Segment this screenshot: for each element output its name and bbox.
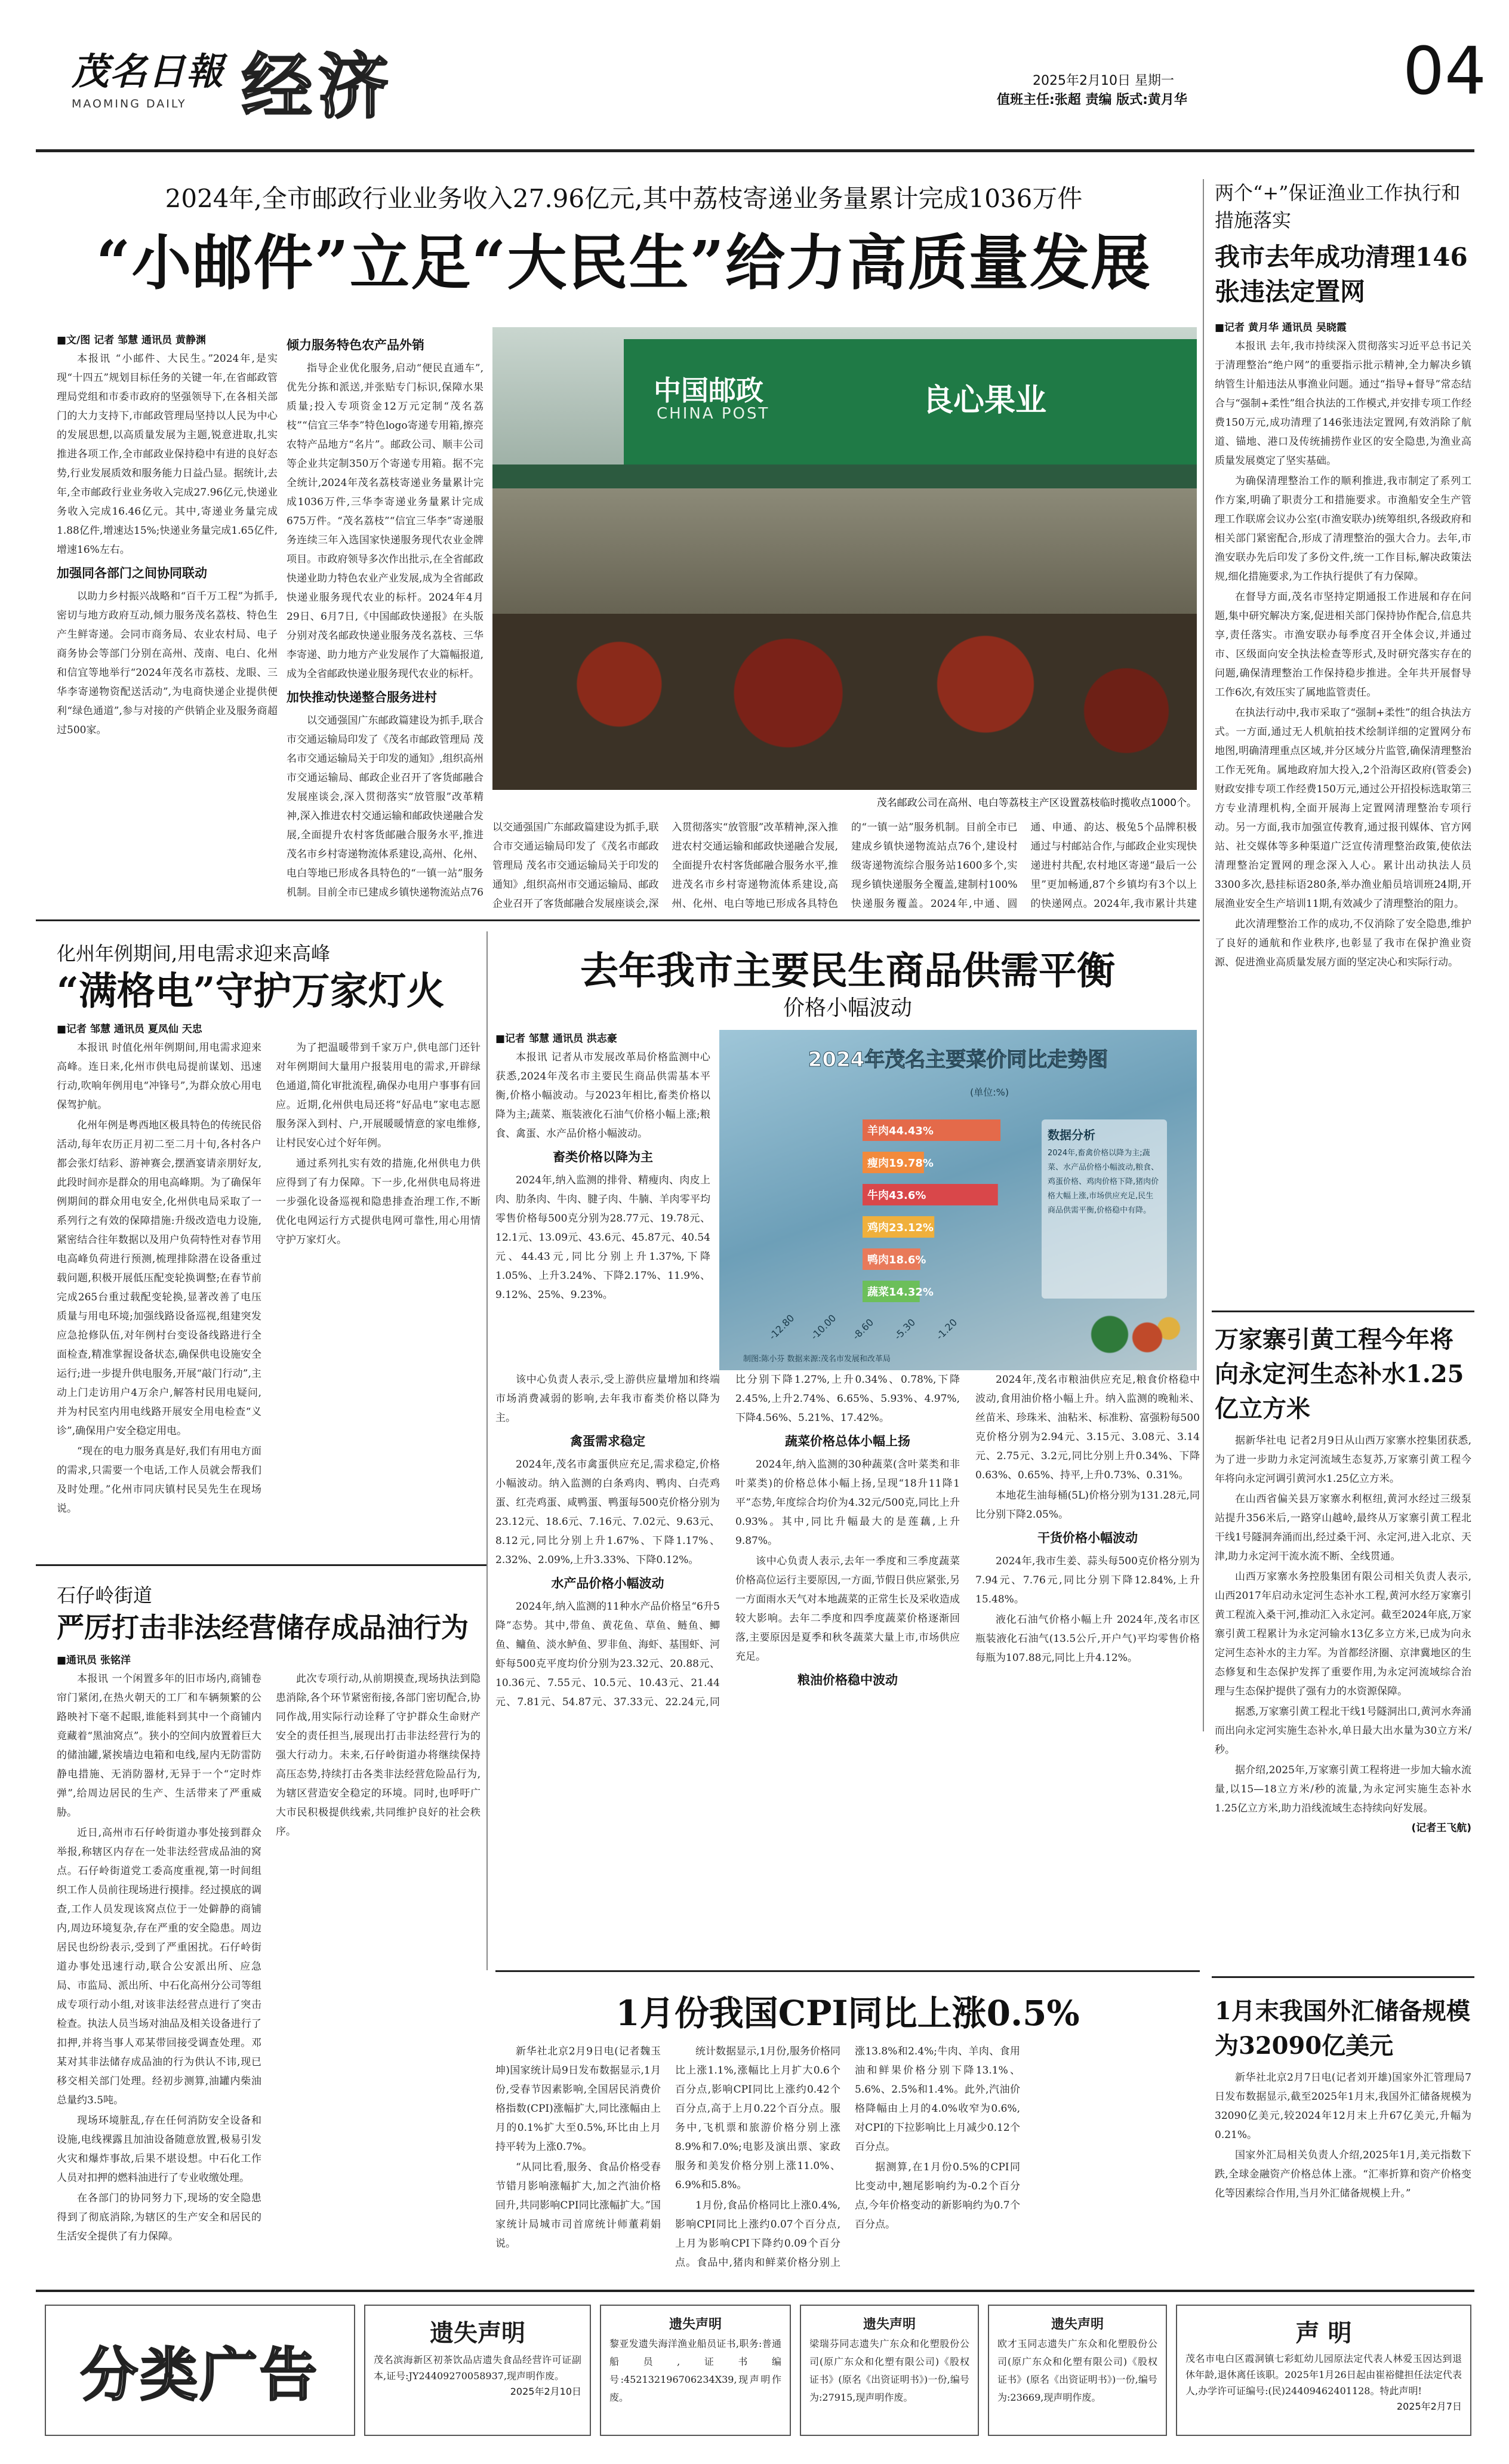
post-sign-cn: 中国邮政 (654, 374, 763, 407)
power-headline: “满格电”守护万家灯火 (57, 969, 445, 1014)
lead-photo (492, 327, 1197, 790)
lead-paragraph: 以交通强国广东邮政篇建设为抓手,联合市交通运输局印发了《茂名市邮政管理局 茂名市交通运输局关于印发的通知》,组织高州市交通运输局、邮政企业召开了客货邮融合发展座谈会,深入贯彻落实“放管服”改革精神,深入推进农村交通运输和邮政快递融合发展,全面提升农村客货邮融合服务水平,推进茂名市乡村寄递物流体系建设,高州、化州、电白等地已形成各具特色的“一镇一站”服务机制。目前全市已建成乡镇快递物流站点76 (287, 715, 484, 899)
chart-bar-label: 鸭肉18.6% (867, 1254, 926, 1266)
fishnet-paragraph: 在执法行动中,我市采取了“强制+柔性”的组合执法方式。一方面,通过无人机航拍技术绘制详细的定置网分布地图,明确清理重点区域,并分区域分片监管,确保清理整治工作无死角。属地政府加大投入,2个沿海区政府(管委会)财政安排专项工作经费150万元,通过公开招投标选取第三方专业清理机构,全面开展海上定置网清理整治专项行动。另一方面,我市加强宣传教育,通过报刊媒体、官方网站、社交媒体等多种渠道广泛宣传清理整治政策,使依法清理整治定置网的理念深入人心。累计出动执法人员3300多次,悬挂标语280条,举办渔业船员培训班24期,开展渔业安全生产培训11期,有效减少了清理整治的阻力。 (1215, 707, 1471, 910)
chart-unit: (单位:%) (970, 1087, 1009, 1098)
chart-bar-label: 瘦肉19.78% (867, 1157, 934, 1170)
lychee-baskets (492, 614, 1197, 790)
price-chart (719, 1030, 1197, 1370)
oil-paragraph: 此次专项行动,从前期摸查,现场执法到隐患消除,各个环节紧密衔接,各部门密切配合,协同作战,用实际行动诠释了守护群众生命财产安全的责任担当,展现出打击非法经营行为的强大行动力。未来,石仔岭街道办将继续保持高压态势,持续打击各类非法经营危险品行为,为辖区营造安全稳定的环境。同时,也呼吁广大市民积极提供线索,共同维护良好的社会秩序。 (276, 1673, 481, 1838)
oil-paragraph: 本报讯 一个闲置多年的旧市场内,商铺卷帘门紧闭,在热火朝天的工厂和车辆频繁的公路映衬下毫不起眼,谁能料到其中一个商铺内竟藏着“黑油窝点”。狭小的空间内放置着巨大的储油罐,紧挨墙边电箱和电线,屋内无防雷防静电措施、无消防器材,无异于一个“定时炸弹”,给周边居民的生产、生活带来了严重威胁。 (57, 1673, 261, 1819)
oil-headline: 严厉打击非法经营储存成品油行为 (57, 1611, 469, 1644)
prices-paragraph: 2024年,纳入监测的11种水产品价格呈“6升5降”态势。其中,带鱼、黄花鱼、草鱼、鲢鱼、鲫鱼、鳙鱼、淡水鲈鱼、罗非鱼、海虾、基围虾、河虾每500克平度均价分别为23.32元、20.88元、10.36元、7.55元、10.5元、10.43元、21.44元、7.81元、54.87元、37.33元、22.24元,同比分别下降1.27%,上升0.34%、0.78%,下降2.45%,上升2.74%、6.65%、5.93%、4.97%,下降4.56%、5.21%、17.42%。 (495, 1374, 960, 1708)
forex-headline: 1月末我国外汇储备规模为32090亿美元 (1215, 1997, 1470, 2060)
notice-title: 遗失声明 (669, 2317, 722, 2332)
analysis-title: 数据分析 (1048, 1128, 1095, 1142)
power-paragraph: 为了把温暖带到千家万户,供电部门还针对年例期间大量用户报装用电的需求,开辟绿色通道,简化审批流程,确保办电用户事事有回应。近期,化州供电局还将“好品电”家电志愿服务深入到村、户,开展暖暖情意的家电维修,让村民安心过个好年例。 (276, 1042, 481, 1149)
cpi-paragraph: 1月份,食品价格同比上涨0.4%,影响CPI同比上涨约0.07个百分点,上月为影响CPI下降约0.09个百分点。食品中,猪肉和鲜菜价格分别上涨13.8%和2.4%;牛肉、羊肉、食用油和鲜果价格分别下降13.1%、5.6%、2.5%和1.4%。此外,汽油价格降幅由上月的4.0%收窄为0.6%,对CPI的下拉影响比上月减少0.12个百分点。 (675, 2045, 1020, 2269)
oil-kicker: 石仔岭街道 (57, 1584, 153, 1607)
dam-paragraph: 山西万家寨水务控股集团有限公司相关负责人表示,山西2017年启动永定河生态补水工程,黄河水经万家寨引黄工程流入桑干河,推动汇入永定河。截至2024年底,万家寨引黄工程累计为永定河输水13亿多立方米,已成为向永定河生态补水的主力军。为首都经济圈、京津冀地区的生态修复和生态保护发挥了重要作用,为永定河流域综合治理与生态保护提供了强有力的水资源保障。 (1215, 1571, 1471, 1697)
power-divider (486, 931, 488, 1970)
logo (72, 42, 227, 110)
prices-paragraph: 本地花生油每桶(5L)价格分别为131.28元,同比分别下降2.05%。 (975, 1490, 1200, 1521)
dam-article (1215, 1322, 1471, 1973)
lead-paragraph: 以交通强国广东邮政篇建设为抓手,联合市交通运输局印发了《茂名市邮政管理局 茂名市交通运输局关于印发的通知》,组织高州市交通运输局、邮政企业召开了客货邮融合发展座谈会,深入贯彻落实“放管服”改革精神,深入推进农村交通运输和邮政快递融合发展,全面提升农村客货邮融合服务水平,推进茂名市乡村寄递物流体系建设,高州、化州、电白等地已形成各具特色的“一镇一站”服务机制。目前全市已建成乡镇快递物流站点76个,建设村级寄递物流综合服务站1600多个,实现乡镇快递服务全覆盖,建制村100%快递服务覆盖。2024年,中通、圆通、申通、韵达、极兔5个品牌积极通过与村邮站合作,与邮政企业实现快递进村共配,农村地区寄递“最后一公里”更加畅通,87个乡镇均有3个以上的快递网点。2024年,我市累计共建 (492, 822, 1197, 910)
prices-paragraph: 本报讯 记者从市发展改革局价格监测中心获悉,2024年茂名市主要民生商品供需基本平衡,价格小幅波动。与2023年相比,畜类价格以降为主;蔬菜、瓶装液化石油气价格小幅上涨;粮食、禽蛋、水产品价格小幅波动。 (495, 1051, 710, 1140)
power-paragraph: 通过系列扎实有效的措施,化州供电力供应得到了有力保障。下一步,化州供电局将进一步强化设备巡视和隐患排查治理工作,不断优化电网运行方式提供电网可靠性,用心用情守护万家灯火。 (276, 1158, 481, 1246)
forex-article (1215, 1994, 1471, 2299)
lead-bottom-rule (36, 919, 1200, 921)
page-number: 04 (1403, 33, 1486, 109)
oil-paragraph: 现场环境脏乱,存在任何消防安全设备和设施,电线裸露且加油设备随意放置,极易引发火灾和爆炸事故,后果不堪设想。中石化工作人员对扣押的燃料油进行了专业收缴处理。 (57, 2115, 261, 2184)
fishnet-paragraph: 此次清理整治工作的成功,不仅消除了安全隐患,维护了良好的通航和作业秩序,也彰显了我市在保护渔业资源、促进渔业高质量发展方面的坚定决心和实际行动。 (1215, 918, 1471, 968)
post-sign-en: CHINA POST (657, 405, 770, 423)
prices-paragraph: 该中心负责人表示,去年一季度和三季度蔬菜价格高位运行主要原因,一方面,节假日供应紧张,另一方面雨水天气对本地蔬菜的正常生长及采收造成较大影响。去年二季度和四季度蔬菜价格逐渐回落,主要原因是夏季和秋冬蔬菜大量上市,市场供应充足。 (735, 1555, 960, 1663)
chart-negative-label: -8.60 (850, 1316, 876, 1342)
notice-title: 声 明 (1295, 2320, 1352, 2347)
classified-label-box (45, 2305, 355, 2436)
prices-sub-egg: 禽蛋需求稳定 (570, 1434, 645, 1448)
right-mid-rule (1212, 1311, 1474, 1312)
notice-text: 梁瑞芬同志遗失广东众和化塑股份公司(原广东众和化塑有限公司)《股权证书》(原名《出资证明书》)一份,编号为:27915,现声明作废。 (809, 2338, 969, 2403)
prices-sub-fish: 水产品价格小幅波动 (551, 1576, 664, 1591)
chart-title: 2024年茂名主要菜价同比走势图 (808, 1048, 1108, 1072)
logo-english: MAOMING DAILY (72, 97, 187, 110)
notice-4 (988, 2305, 1167, 2436)
section-title: 经济 (242, 45, 395, 128)
cpi-paragraph: 据测算,在1月份0.5%的CPI同比变动中,翘尾影响约为-0.2个百分点,今年价格变动的新影响约为0.7个百分点。 (855, 2161, 1020, 2231)
prices-paragraph: 该中心负责人表示,受上游供应量增加和终端市场消费减弱的影响,去年我市畜类价格以降为主。 (495, 1374, 720, 1424)
dam-paragraph: 据新华社电 记者2月9日从山西万家寨水控集团获悉,为了进一步助力永定河流域生态复苏,万家寨引黄工程今年将向永定河调引黄河水1.25亿立方米。 (1215, 1435, 1471, 1485)
notice-date: 2025年2月10日 (510, 2386, 581, 2397)
cpi-top-rule (495, 1970, 1200, 1972)
analysis-box (1042, 1119, 1167, 1299)
power-paragraph: 化州年例是粤西地区极具特色的传统民俗活动,每年农历正月初二至二月十旬,各村各户都会张灯结彩、游神赛会,摆酒宴请亲朋好友,此段时间亦是群众的用电高峰期。为了确保年例期间的群众用电安全,化州供电局采取了一系列行之有效的保障措施:升级改造电力设施,紧密结合往年数据以及用户负荷特性对春节用电高峰负荷进行预测,梳理排除潜在设备重过载问题,积极开展低压配变轮换调整;在春节前完成265台重过载配变轮换,显著改善了电压质量与用电环境;加强线路设备巡视,组建突发应急抢修队伍,对年例村台变设备线路进行全面检查,精准掌握设备状态,确保供电设施安全运行;进一步提升供电服务,开展“敲门行动”,主动上门走访用户4万余户,解答村民用电疑问,并为村民室内用电线路开展安全用电检查“义诊”,确保用户安全稳定用电。 (57, 1119, 261, 1437)
prices-sub-grain: 粮油价格稳中波动 (797, 1673, 898, 1687)
lead-col-2 (287, 331, 484, 910)
power-paragraph: 本报讯 时值化州年例期间,用电需求迎来高峰。连日来,化州市供电局提前谋划、迅速行动,吹响年例用电“冲锋号”,为群众放心用电保驾护航。 (57, 1042, 261, 1111)
chart-bar-label: 羊肉44.43% (867, 1125, 934, 1137)
prices-paragraph: 2024年,茂名市粮油供应充足,粮食价格稳中波动,食用油价格小幅上升。纳入监测的晚籼米、丝苗米、珍珠米、油粘米、标准粉、富强粉每500克价格分别为2.94元、3.15元、3.08元、3.14元、2.75元、3.2元,同比分别上升0.34%、下降0.63%、0.65%、持平,上升0.73%、0.31%。 (975, 1374, 1200, 1481)
power-paragraph: “现在的电力服务真是好,我们有用电方面的需求,只需要一个电话,工作人员就会帮我们及时处理。”化州市同庆镇村民吴先生在现场说。 (57, 1445, 261, 1515)
prices-subhead: 价格小幅波动 (783, 996, 912, 1020)
fishnet-headline: 我市去年成功清理146张违法定置网 (1215, 242, 1468, 306)
notice-5 (1176, 2305, 1471, 2436)
lead-paragraph: 指导企业优化服务,启动“便民直通车”,优先分拣和派送,并张贴专门标识,保障水果质量;投入专项资金12万元定制“茂名荔枝”“信宜三华李”特色logo寄递专用箱,擦亮农特产品地方“名片”。邮政公司、顺丰公司等企业共定制350万个寄递专用箱。据不完全统计,2024年茂名荔枝寄递业务量累计完成1036万件,三华李寄递业务量累计完成675万件。“茂名荔枝”“信宜三华李”寄递服务连续三年入选国家快递服务现代农业金牌项目。市政府领导多次作出批示,在全省邮政快递业助力特色农业产业发展,成为全省邮政快递业服务现代农业的标杆。2024年4月29日、6月7日,《中国邮政快递报》在头版分别对茂名邮政快递业服务茂名荔枝、三华李寄递、助力地方产业发展作了大篇幅报道,成为全省邮政快递业服务现代农业的标杆。 (287, 362, 484, 680)
lead-byline: ■文/图 记者 邹慧 通讯员 黄静渊 (57, 334, 206, 346)
fishnet-kicker: 两个“+”保证渔业工作执行和措施落实 (1215, 182, 1461, 232)
power-kicker: 化州年例期间,用电需求迎来高峰 (57, 942, 331, 965)
dam-paragraph: 据悉,万家寨引黄工程北干线1号隧洞出口,黄河水奔涌而出向永定河实施生态补水,单日最大出水量为30立方米/秒。 (1215, 1706, 1471, 1756)
analysis-text: 2024年,畜禽价格以降为主;蔬菜、水产品价格小幅波动,粮食、鸡蛋价格、鸡肉价格下降,猪肉价格大幅上涨,市场供应充足,民生商品供需平衡,价格稳中有降。 (1048, 1149, 1159, 1215)
notice-title: 遗失声明 (863, 2317, 916, 2332)
dam-paragraph: 据介绍,2025年,万家寨引黄工程将进一步加大输水流量,以15—18立方米/秒的流量,为永定河实施生态补水1.25亿立方米,助力沿线流域生态持续向好发展。 (1215, 1764, 1471, 1814)
classified-section (36, 2296, 1474, 2445)
chart-bar-label: 蔬菜14.32% (867, 1286, 934, 1299)
dam-paragraph: 在山西省偏关县万家寨水利枢纽,黄河水经过三级泵站提升356米后,一路穿山越岭,最终从万家寨引黄工程北干线1号隧洞奔涌而出,经过桑干河、永定河,进入北京、天津,助力永定河干流水流不断、全线贯通。 (1215, 1493, 1471, 1562)
lead-col-3 (492, 818, 1197, 913)
classified-label: 分类广告 (81, 2341, 319, 2408)
chart-negative-label: -10.00 (808, 1312, 839, 1342)
fishnet-paragraph: 为确保清理整治工作的顺利推进,我市制定了系列工作方案,明确了职责分工和措施要求。市渔船安全生产管理工作联席会议办公室(市渔安联办)统筹组织,各级政府和相关部门紧密配合,形成了清理整治的强大合力。去年,市渔安联办先后印发了多份文件,统一工作目标,解决政策法规,细化措施要求,为工作执行提供了有力保障。 (1215, 475, 1471, 583)
notice-1 (364, 2305, 591, 2436)
cpi-cols (495, 2042, 1200, 2281)
power-bottom-rule (36, 1564, 486, 1566)
chart-bar-label: 牛肉43.6% (867, 1189, 926, 1202)
lead-photo-caption: 茂名邮政公司在高州、电白等荔枝主产区设置荔枝临时揽收点1000个。 (876, 797, 1197, 809)
notice-3 (800, 2305, 979, 2436)
prices-paragraph: 液化石油气价格小幅上升 2024年,茂名市区瓶装液化石油气(13.5公斤,开户气)平均零售价格每瓶为107.88元,同比上升4.12%。 (975, 1614, 1200, 1664)
notice-title: 遗失声明 (430, 2320, 525, 2347)
cpi-paragraph: 新华社北京2月9日电(记者魏玉坤)国家统计局9日发布数据显示,1月份,受春节因素影响,全国居民消费价格指数(CPI)涨幅扩大,同比涨幅由上月的0.1%扩大至0.5%,环比由上月持平转为上涨0.7%。 (495, 2045, 661, 2153)
prices-sub-goods: 干货价格小幅波动 (1037, 1531, 1138, 1545)
awning (492, 465, 1197, 488)
notice-title: 遗失声明 (1051, 2317, 1104, 2332)
dam-headline: 万家寨引黄工程今年将向永定河生态补水1.25亿立方米 (1215, 1325, 1464, 1423)
prices-paragraph: 2024年,我市生姜、蒜头每500克价格分别为7.94元、7.76元,同比分别下降12.84%,上升15.48%。 (975, 1555, 1200, 1605)
right-lower-rule (1212, 1976, 1474, 1978)
prices-paragraph: 2024年,纳入监测的排骨、精瘦肉、肉皮上肉、肋条肉、牛肉、腱子肉、牛腩、羊肉零平均零售价格每500克分别为28.77元、19.78元、12.1元、13.09元、43.6元、45.87元、40.54元、44.43元,同比分别上升1.37%,下降1.05%、上升3.24%、下降2.17%、11.9%、9.12%、25%、9.23%。 (495, 1174, 710, 1301)
classified-top-rule (36, 2290, 1474, 2292)
notice-text: 黎亚发遗失海洋渔业船员证书,职务:普通船员,证书编号:452132196706234X39,现声明作废。 (609, 2338, 781, 2403)
fishnet-article (1215, 179, 1471, 1308)
prices-cols (495, 1370, 1200, 1728)
chart-negative-label: -12.80 (766, 1312, 797, 1342)
oil-paragraph: 在各部门的协同努力下,现场的安全隐患得到了彻底消除,为辖区的生产安全和居民的生活安全提供了有力保障。 (57, 2192, 261, 2242)
prices-byline: ■记者 邹慧 通讯员 洪志豪 (495, 1033, 617, 1045)
oil-byline: ■通讯员 张铭洋 (57, 1654, 131, 1666)
fishnet-paragraph: 本报讯 去年,我市持续深入贯彻落实习近平总书记关于清理整治“绝户网”的重要指示批示精神,全力解决乡镇纳管生计船违法从事渔业问题。通过“指导+督导”常态结合与“强制+柔性”组合执法的工作模式,并安排专项工作经费150万元,成功清理了146张违法定置网,有效消除了航道、锚地、港口及传统捕捞作业区的安全隐患,为渔业高质量发展奠定了坚实基础。 (1215, 340, 1471, 467)
lead-subhead-1: 加强同各部门之间协同联动 (57, 566, 207, 580)
notice-2 (600, 2305, 791, 2436)
prices-paragraph: 2024年,茂名市禽蛋供应充足,需求稳定,价格小幅波动。纳入监测的白条鸡肉、鸭肉、白壳鸡蛋、红壳鸡蛋、咸鸭蛋、鸭蛋每500克价格分别为23.12元、18.6元、7.16元、7.02元、9.63元、8.12元,同比分别上升1.67%、下降1.17%、2.32%、2.09%,上升3.33%、下降0.12%。 (495, 1459, 720, 1566)
masthead-rule (36, 149, 1474, 152)
lead-paragraph: 本报讯 “小邮件、大民生。”2024年,是实现“十四五”规划目标任务的关键一年,在省邮政管理局党组和市委市政府的坚强领导下,在各相关部门的大力支持下,市邮政管理局坚持以人民为中心的发展思想,以高质量发展为主题,锐意进取,扎实推进各项工作,全市邮政业保持稳中有进的良好态势,行业发展质效和服务能力日益凸显。据统计,去年,全市邮政行业业务收入完成27.96亿元,快递业务收入完成16.46亿元。其中,寄递业务量完成1.88亿件,增速达15%;快递业务量完成1.65亿件,增速16%左右。 (57, 353, 278, 556)
logo-text: 茂名日報 (72, 50, 225, 93)
fruit-shop-sign: 良心果业 (922, 383, 1047, 419)
editor-credits: 值班主任:张超 责编 版式:黄月华 (997, 93, 1187, 107)
cpi-headline: 1月份我国CPI同比上涨0.5% (615, 1993, 1080, 2034)
cpi-paragraph: 统计数据显示,1月份,服务价格同比上涨1.1%,涨幅比上月扩大0.6个百分点,影响CPI同比上涨约0.42个百分点,高于上月0.22个百分点。服务中,飞机票和旅游价格分别上涨8.9%和7.0%;电影及演出票、家政服务和美发价格分别上涨11.0%、6.9%和5.8%。 (675, 2045, 840, 2191)
lead-subhead-2: 倾力服务特色农产品外销 (287, 338, 424, 352)
prices-sub-veg: 蔬菜价格总体小幅上扬 (785, 1434, 910, 1448)
notice-text: 茂名市电白区霞洞镇七彩虹幼儿园原法定代表人林爱玉因达到退休年龄,退休离任该职。2025年1月26日起由崔裕健担任法定代表人,办学许可证编号:(民)24409462401128。特此声明! (1185, 2353, 1462, 2397)
lead-col-1 (57, 331, 278, 910)
chart-credit: 制图:陈小芬 数据来源:茂名市发展和改革局 (743, 1355, 891, 1364)
prices-headline: 去年我市主要民生商品供需平衡 (580, 949, 1115, 993)
oil-paragraph: 近日,高州市石仔岭街道办事处接到群众举报,称辖区内存在一处非法经营成品油的窝点。石仔岭街道党工委高度重视,第一时间组织工作人员前往现场进行摸排。经过摸底的调查,工作人员发现该窝点位于一处僻静的商铺内,周边环境复杂,存在严重的安全隐患。周边居民也纷纷表示,受到了严重困扰。石仔岭街道办事处迅速行动,联合公安派出所、应急局、市监局、派出所、中石化高州分公司等组成专项行动小组,对该非法经营点进行了突击检查。执法人员当场对油品及相关设备进行了扣押,并将当事人邓某带回接受调查处理。邓某对其非法储存成品油的行为供认不讳,现已移交相关部门处理。经初步测算,油罐内柴油总量约3.5吨。 (57, 1827, 261, 2106)
prices-paragraph: 2024年,纳入监测的30种蔬菜(含叶菜类和非叶菜类)的价格总体小幅上扬,呈现“18升11降1平”态势,年度综合均价为4.32元/500克,同比上升0.93%。其中,同比升幅最大的是莲藕,上升9.87%。 (735, 1459, 960, 1547)
notice-text: 欧才玉同志遗失广东众和化塑股份公司(原广东众和化塑有限公司)《股权证书》(原名《出资证明书》)一份,编号为:23669,现声明作废。 (997, 2338, 1157, 2403)
lead-kicker: 2024年,全市邮政行业业务收入27.96亿元,其中荔枝寄递业务量累计完成1036万件 (165, 184, 1083, 213)
oil-article (57, 1582, 481, 2281)
masthead (36, 24, 1486, 161)
notice-date: 2025年2月7日 (1396, 2401, 1462, 2412)
fishnet-paragraph: 在督导方面,茂名市坚持定期通报工作进展和存在问题,集中研究解决方案,促进相关部门保持协作配合,信息共享,责任落实。市渔安联办每季度召开全体会议,并通过市、区级面向安全执法检查等形式,及时研究落实存在的问题,确保清理整治工作保持稳步推进。全年共开展督导工作6次,有效压实了属地监管责任。 (1215, 591, 1471, 699)
veg-illustration (1077, 1305, 1185, 1364)
chart-negative-label: -1.20 (934, 1316, 960, 1342)
forex-paragraph: 国家外汇局相关负责人介绍,2025年1月,美元指数下跌,全球金融资产价格总体上涨。“汇率折算和资产价格变化等因素综合作用,当月外汇储备规模上升。” (1215, 2149, 1471, 2200)
chart-bar-label: 鸡肉23.12% (867, 1222, 934, 1234)
dam-credit: (记者王飞航) (1411, 1822, 1471, 1834)
notice-text: 茂名滨海新区初茶饮品店遗失食品经营许可证副本,证号:JY24409270058937,现声明作废。 (374, 2354, 581, 2382)
lead-headline: “小邮件”立足“大民生”给力高质量发展 (96, 227, 1152, 298)
lead-paragraph: 以助力乡村振兴战略和“百千万工程”为抓手,密切与地方政府互动,倾力服务茂名荔枝、特色生产生鲜寄递。会同市商务局、农业农村局、电子商务协会等部门分别在高州、茂南、电白、化州和信宜等地举行“2024年茂名市荔枝、龙眼、三华李寄递物资配送活动”,为电商快递企业提供便利“绿色通道”,参与对接的产供销企业及服务商超过500家。 (57, 590, 278, 736)
cpi-paragraph: “从同比看,服务、食品价格受春节错月影响涨幅扩大,加之汽油价格回升,共同影响CPI同比涨幅扩大。”国家统计局城市司首席统计师董莉娟说。 (495, 2161, 661, 2250)
power-article (57, 940, 481, 1561)
forex-paragraph: 新华社北京2月7日电(记者刘开雄)国家外汇管理局7日发布数据显示,截至2025年1月末,我国外汇储备规模为32090亿美元,较2024年12月末上升67亿美元,升幅为0.21%。 (1215, 2072, 1471, 2141)
chart-negative-label: -5.30 (892, 1316, 918, 1342)
prices-lead-col (495, 1030, 710, 1364)
lead-right-divider (1203, 179, 1204, 1731)
prices-sub-meat: 畜类价格以降为主 (553, 1150, 653, 1164)
power-byline: ■记者 邹慧 通讯员 夏凤仙 天忠 (57, 1023, 202, 1035)
lead-subhead-3: 加快推动快递整合服务进村 (287, 690, 437, 705)
issue-date: 2025年2月10日 星期一 (1033, 73, 1174, 88)
fishnet-byline: ■记者 黄月华 通讯员 吴晓霞 (1215, 322, 1347, 334)
